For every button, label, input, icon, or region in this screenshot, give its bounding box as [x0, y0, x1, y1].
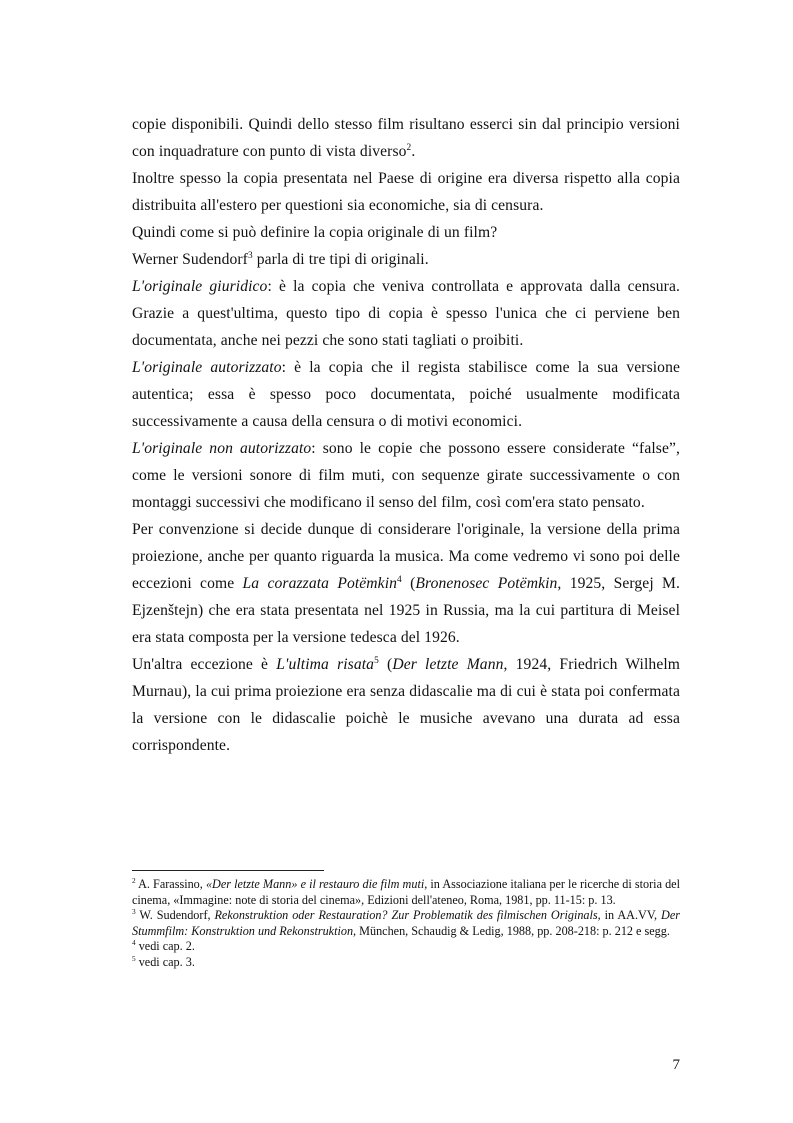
footnote-ref-4[interactable]: 4	[397, 574, 402, 585]
paragraph-9-text-b: (	[378, 656, 393, 673]
footnote-divider	[132, 870, 324, 871]
footnote-4-number: 4	[132, 938, 136, 948]
footnote-5	[132, 955, 680, 971]
paragraph-8-text-a: Per convenzione si decide dunque di considerare l'originale, la versione della prima proiezione, anche per quanto riguarda la musica. Ma come vedremo vi sono poi delle eccezioni come	[132, 521, 680, 592]
paragraph-9-text-a: Un'altra eccezione è	[132, 656, 277, 673]
film-title-ultima-risata: L'ultima risata	[276, 656, 375, 673]
paragraph-4-text: parla di tre tipi di originali.	[252, 251, 429, 268]
footnote-3-author: W. Sudendorf,	[135, 908, 215, 923]
paragraph-4	[132, 246, 680, 273]
footnote-2-citation: , in Associazione italiana per le ricerche di storia del cinema, «Immagine: note di storia del cinema», Edizioni dell'ateneo, Roma, 1981, pp. 11-15: p. 13.	[132, 877, 680, 907]
footnote-3-book-title: Der Stummfilm: Konstruktion und Rekonstruktion,	[132, 908, 680, 938]
paragraph-6	[132, 354, 680, 435]
paragraph-6-text: : è la copia che il regista stabilisce come la sua versione autentica; essa è spesso poco documentata, poiché usualmente modificata successivamente a causa della censura o di motivi economici.	[132, 359, 680, 430]
paragraph-7-text: : sono le copie che possono essere considerate “false”, come le versioni sonore di film muti, con sequenze girate successivamente o con montaggi successivi che modificano il senso del film, così com'era stato pensato.	[132, 440, 680, 511]
paragraph-8-text-c: 1925, Sergej M. Ejzenštejn) che era stata presentata nel 1925 in Russia, ma la cui partitura di Meisel era stata composta per la versione tedesca del 1926.	[132, 575, 681, 646]
paragraph-9	[132, 651, 680, 759]
paragraph-8	[132, 516, 680, 651]
paragraph-1-end: .	[411, 143, 416, 160]
footnote-3	[132, 908, 680, 939]
film-original-title-letzte-mann: Der letzte Mann	[392, 656, 504, 673]
footnote-ref-2[interactable]: 2	[406, 142, 412, 153]
footnote-ref-3[interactable]: 3	[247, 250, 253, 261]
footnote-2-number: 2	[132, 875, 136, 885]
paragraph-2: Inoltre spesso la copia presentata nel Paese di origine era diversa rispetto alla copia distribuita all'estero per questioni sia economiche, sia di censura.	[132, 170, 680, 214]
paragraph-9-text-c: , 1924, Friedrich Wilhelm Murnau), la cui prima proiezione era senza didascalie ma di cui è stata poi confermata la versione con le didascalie poichè le musiche avevano una durata ad essa corrispondente.	[132, 656, 680, 754]
footnote-2-title: «Der letzte Mann» e il restauro die film muti	[205, 877, 425, 891]
footnote-3-title: Rekonstruktion oder Restauration? Zur Problematik des filmischen Originals,	[214, 908, 601, 923]
paragraph-3: Quindi come si può definire la copia originale di un film?	[132, 224, 498, 241]
footnote-5-number: 5	[132, 953, 136, 963]
body-text	[132, 111, 680, 759]
footnote-3-text: in AA.VV,	[600, 908, 662, 923]
footnote-5-text: vedi cap. 3.	[135, 954, 195, 969]
footnote-2-author: A. Farassino,	[135, 877, 206, 891]
paragraph-7	[132, 435, 680, 516]
footnote-4-text: vedi cap. 2.	[135, 939, 195, 954]
film-original-title-potemkin: Bronenosec Potëmkin,	[415, 575, 562, 592]
footnote-3-number: 3	[132, 907, 136, 917]
paragraph-1-text: copie disponibili. Quindi dello stesso film risultano esserci sin dal principio versioni con inquadrature con punto di vista diverso	[132, 116, 680, 160]
paragraph-5-text: : è la copia che veniva controllata e approvata dalla censura. Grazie a quest'ultima, questo tipo di copia è spesso l'unica che ci perviene ben documentata, anche nei pezzi che sono stati tagliati o proibiti.	[132, 278, 680, 349]
film-title-potemkin: La corazzata Potëmkin	[242, 575, 398, 592]
term-originale-non-autorizzato: L'originale non autorizzato	[132, 440, 312, 457]
footnote-3-citation: München, Schaudig & Ledig, 1988, pp. 208-218: p. 212 e segg.	[356, 923, 670, 938]
footnote-4	[132, 939, 680, 955]
term-originale-giuridico: L'originale giuridico	[132, 278, 268, 295]
paragraph-5	[132, 273, 680, 354]
term-originale-autorizzato: L'originale autorizzato	[132, 359, 282, 376]
footnote-2	[132, 877, 680, 908]
author-name: Werner Sudendorf	[132, 251, 248, 268]
footnote-ref-5[interactable]: 5	[374, 655, 379, 666]
paragraph-1	[132, 111, 680, 165]
page-number: 7	[672, 1057, 680, 1073]
paragraph-8-text-b: (	[401, 575, 416, 592]
footnotes	[132, 877, 680, 971]
